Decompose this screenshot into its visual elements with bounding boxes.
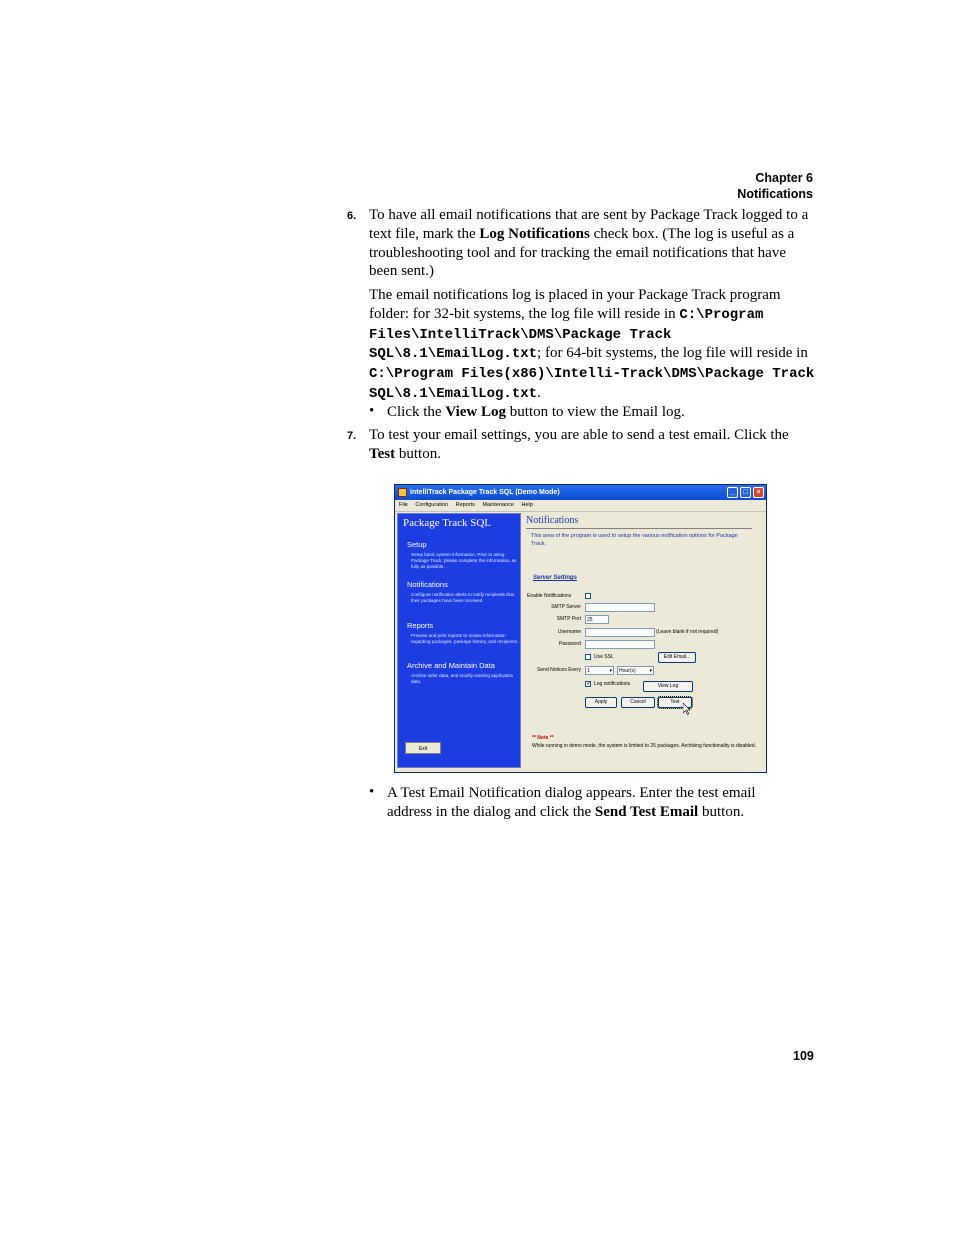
menu-reports[interactable]: Reports — [455, 502, 475, 508]
username-input[interactable] — [585, 628, 655, 637]
divider — [526, 528, 752, 529]
password-input[interactable] — [585, 640, 655, 649]
log-notifications-checkbox[interactable]: ✓ — [586, 681, 592, 687]
section-label: Notifications — [737, 187, 813, 201]
menu-configuration[interactable]: Configuration — [415, 502, 449, 508]
use-ssl-checkbox[interactable] — [585, 654, 591, 660]
apply-button[interactable]: Apply — [585, 697, 617, 708]
step-number: 7. — [347, 430, 357, 442]
sidebar-desc-reports: Preview and print reports to review information regarding packages, package history, and recipients. — [411, 633, 519, 645]
notifications-panel — [525, 513, 765, 771]
view-log-button[interactable]: View Log — [643, 681, 693, 692]
note-heading: ** Note ** — [532, 735, 554, 741]
step6-bullet-text: Click the View Log button to view the Email log. — [387, 404, 685, 420]
enable-notifications-label: Enable Notifications — [527, 593, 572, 599]
menu-file[interactable]: File — [399, 502, 408, 508]
menu-help[interactable]: Help — [521, 502, 533, 508]
bullet: • — [369, 784, 375, 800]
send-every-label: Send Notices Every — [537, 667, 581, 673]
maximize-icon[interactable]: □ — [740, 487, 751, 498]
server-settings-heading: Server Settings — [533, 575, 578, 581]
sidebar-desc-notifications: Configure notification alerts to notify recipients that their packages have been received. — [411, 592, 514, 604]
mouse-cursor-icon — [683, 703, 691, 715]
minimize-icon[interactable]: _ — [727, 487, 738, 498]
password-label: Password — [559, 641, 581, 647]
step6-paragraph: To have all email notifications that are sent by Package Track logged to a text file, mark the Log Notifications check box. (The log is useful as a troubleshooting tool and for tracking the email notifications that have been sent.) — [369, 207, 809, 280]
step6-log-location: The email notifications log is placed in your Package Track program folder: for 32-bit systems, the log file will reside in C:\Program Files\IntelliTrack\DMS\Package Track SQL\8.1\EmailLog.txt; for 64-bit systems, the log file will reside in C:\Program Files(x86)\Intelli-Track\DMS\Package Track SQL\8.1\EmailLog.txt. — [369, 287, 815, 402]
log-notifications-label: Log notifications — [594, 681, 631, 687]
window-title: IntelliTrack Package Track SQL (Demo Mode) — [410, 489, 560, 496]
smtp-server-input[interactable] — [585, 603, 655, 612]
sidebar-desc-setup: Setup basic system information. Prior to using Package Track, please complete the information, as fully as possible. — [411, 552, 517, 570]
use-ssl-label: Use SSL — [594, 654, 614, 660]
cancel-button[interactable]: Cancel — [621, 697, 655, 708]
username-hint: (Leave blank if not required) — [656, 629, 719, 635]
exit-button[interactable]: Exit — [405, 742, 441, 754]
smtp-server-label: SMTP Server — [551, 604, 581, 610]
chevron-down-icon: ▾ — [609, 668, 612, 674]
smtp-port-label: SMTP Port — [556, 616, 581, 622]
menu-maintenance[interactable]: Maintenance — [482, 502, 514, 508]
interval-select[interactable]: Hour(s) ▾ — [619, 668, 652, 674]
app-title: Package Track SQL — [403, 517, 491, 529]
send-every-select[interactable]: 1 ▾ — [587, 668, 612, 674]
sidebar-item-reports[interactable]: Reports — [407, 621, 434, 630]
smtp-port-input[interactable]: 25 — [585, 615, 609, 624]
chevron-down-icon: ▾ — [649, 668, 652, 674]
menu-bar — [395, 500, 766, 512]
title-bar — [395, 485, 766, 500]
page-number: 109 — [793, 1049, 814, 1063]
test-button[interactable]: Test — [658, 697, 692, 708]
step7-bullet-text: A Test Email Notification dialog appears. Enter the test email address in the dialog and click the Send Test Email button. — [387, 785, 756, 820]
sidebar — [397, 513, 521, 768]
close-icon[interactable]: × — [753, 487, 764, 498]
step7-paragraph: To test your email settings, you are able to send a test email. Click the Test button. — [369, 427, 789, 462]
note-text: While running in demo mode, the system is limited to 25 packages. Archiving functionality is disabled. — [532, 743, 757, 749]
chapter-label: Chapter 6 — [755, 171, 813, 185]
enable-notifications-checkbox[interactable] — [585, 593, 591, 599]
panel-description: This area of the program is used to setup the various notification options for Package Track. — [531, 533, 738, 547]
app-icon — [398, 488, 407, 497]
sidebar-item-notifications[interactable]: Notifications — [407, 580, 448, 589]
edit-email-button[interactable]: Edit Email... — [658, 652, 696, 663]
step-number: 6. — [347, 210, 357, 222]
sidebar-item-setup[interactable]: Setup — [407, 540, 427, 549]
sidebar-desc-archive: Archive older data, and modify existing application data. — [411, 673, 514, 685]
username-label: Username — [557, 629, 581, 635]
panel-title: Notifications — [526, 515, 579, 526]
sidebar-item-archive[interactable]: Archive and Maintain Data — [407, 661, 495, 670]
bullet: • — [369, 403, 375, 419]
app-window-screenshot — [394, 484, 767, 773]
